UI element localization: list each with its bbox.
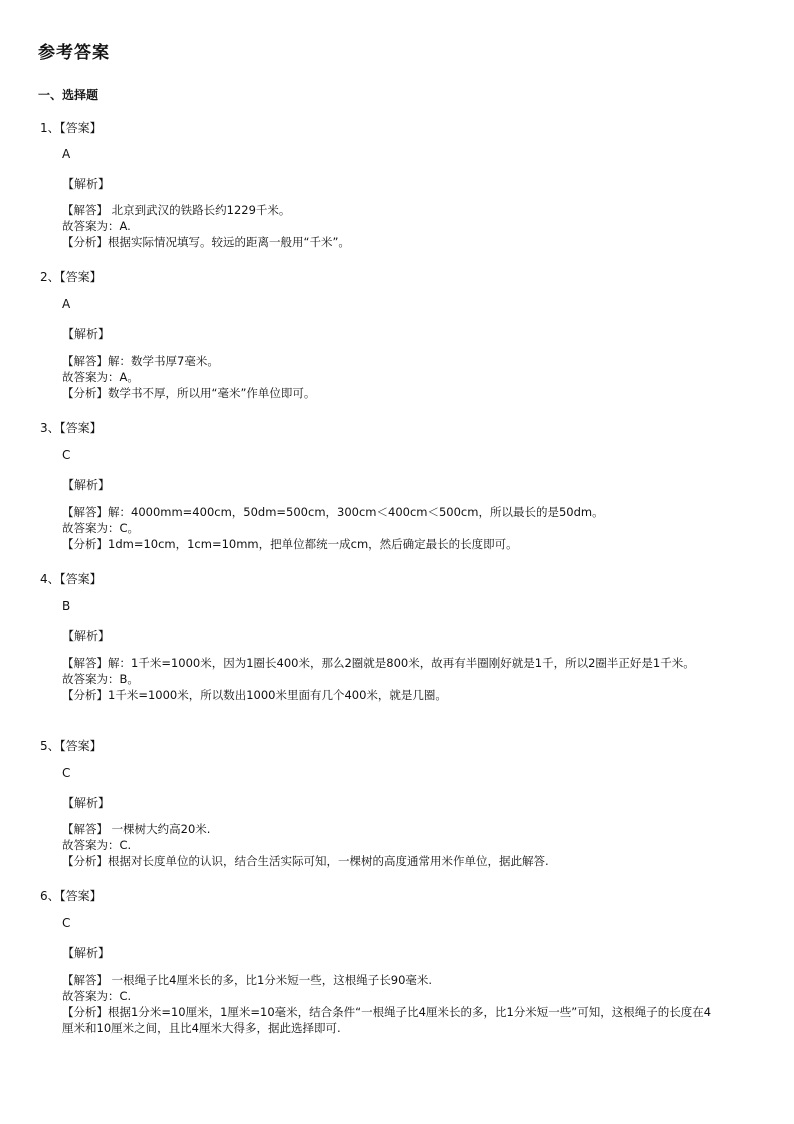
question-4-analysis-label: 【解析】 [62,629,111,643]
question-6-answer: C [62,916,71,930]
explanation-line: 【分析】数学书不厚，所以用“毫米”作单位即可。 [62,386,316,400]
question-3-answer: C [62,448,71,462]
explanation-line: 【分析】根据1分米=10厘米，1厘米=10毫米，结合条件“一根绳子比4厘米长的多，比1分米短一些”可知，这根绳子的长度在4厘米和10厘米之间，且比4厘米大得多，据此选择即可. [62,1005,712,1035]
explanation-line: 故答案为：B。 [62,672,139,686]
answer-label: 【答案】 [59,270,102,284]
answer-label: 【答案】 [59,421,102,435]
explanation-line: 【解答】 北京到武汉的铁路长约1229千米。 [62,203,291,217]
question-number: 5、 [40,739,60,753]
page-title: 参考答案 [38,43,110,63]
explanation-line: 【解答】 一棵树大约高20米. [62,822,211,836]
question-3-explanation [62,504,722,552]
explanation-line: 故答案为：A. [62,219,131,233]
question-4-answer: B [62,599,71,613]
question-2-answer: A [62,297,71,311]
explanation-line: 【解答】解：1千米=1000米，因为1圈长400米，那么2圈就是800米，故再有半圈刚好就是1千，所以2圈半正好是1千米。 [62,656,695,670]
explanation-line: 【解答】解：4000mm=400cm，50dm=500cm，300cm＜400cm＜500cm，所以最长的是50dm。 [62,505,604,519]
answer-label: 【答案】 [59,889,102,903]
explanation-line: 【分析】1千米=1000米，所以数出1000米里面有几个400米，就是几圈。 [62,688,447,702]
question-3-analysis-label: 【解析】 [62,478,111,492]
explanation-line: 【分析】根据实际情况填写。较远的距离一般用“千米”。 [62,235,350,249]
explanation-line: 故答案为：C. [62,989,132,1003]
explanation-line: 【解答】 一根绳子比4厘米长的多，比1分米短一些，这根绳子长90毫米. [62,973,433,987]
question-5-analysis-label: 【解析】 [62,796,111,810]
question-5-header [40,737,102,754]
question-number: 1、 [40,121,60,135]
explanation-line: 故答案为：C。 [62,521,140,535]
question-5-answer: C [62,766,71,780]
explanation-line: 故答案为：C. [62,838,132,852]
question-1-header [40,119,102,136]
question-2-analysis-label: 【解析】 [62,327,111,341]
explanation-line: 【分析】1dm=10cm，1cm=10mm，把单位都统一成cm，然后确定最长的长度即可。 [62,537,518,551]
question-1-analysis-label: 【解析】 [62,177,111,191]
answer-label: 【答案】 [59,739,102,753]
section-heading: 一、选择题 [38,88,99,102]
question-6-explanation [62,972,722,1036]
explanation-line: 【分析】根据对长度单位的认识，结合生活实际可知，一棵树的高度通常用米作单位，据此解答. [62,854,549,868]
question-number: 2、 [40,270,60,284]
question-1-explanation [62,202,722,250]
question-1-answer: A [62,147,71,161]
question-4-header [40,570,102,587]
explanation-line: 【解答】解：数学书厚7毫米。 [62,354,219,368]
question-number: 4、 [40,572,60,586]
answer-label: 【答案】 [59,121,102,135]
question-2-explanation [62,353,722,401]
question-number: 6、 [40,889,60,903]
answer-label: 【答案】 [59,572,102,586]
explanation-line: 故答案为：A。 [62,370,139,384]
question-5-explanation [62,821,722,869]
question-6-header [40,887,102,904]
question-6-analysis-label: 【解析】 [62,946,111,960]
question-3-header [40,419,102,436]
question-4-explanation [62,655,722,703]
question-2-header [40,268,102,285]
question-number: 3、 [40,421,60,435]
